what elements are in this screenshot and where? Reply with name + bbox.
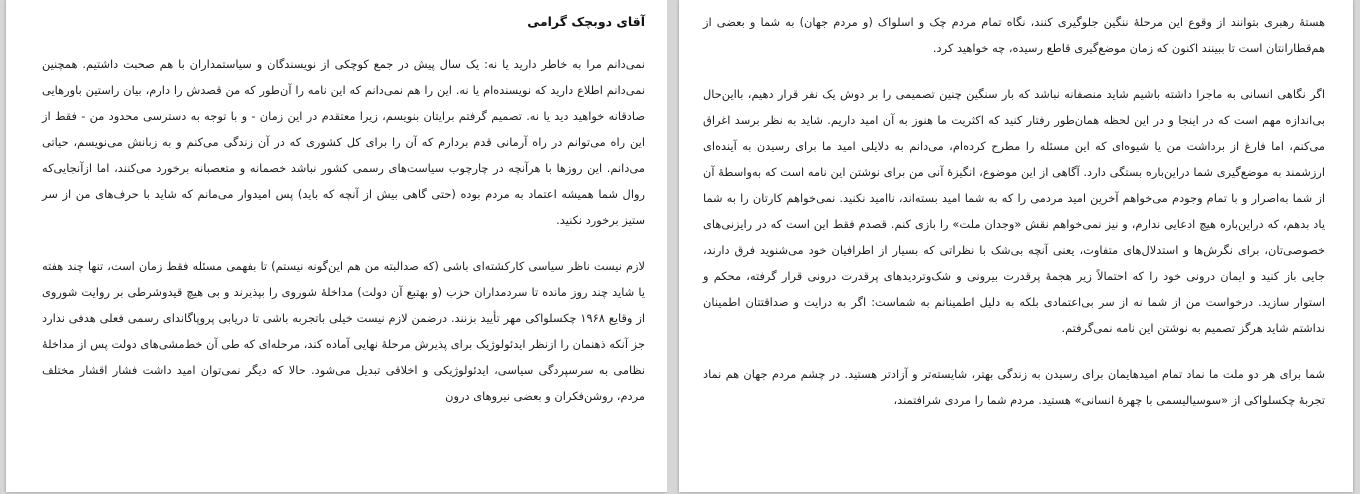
left-paragraph-1: نمی‌دانم مرا به خاطر دارید یا نه: یک سال پیش در جمع کوچکی از نویسندگان و سیاستمداران با هم صحبت داشتیم. همچنین نمی‌دانم اطلاع دارید که نویسنده‌ام یا نه. این را هم نمی‌دانم که این نامه را آن‌طور که من قصدش را دارم، بیان راستین باورهایی صادقانه خواهید دید یا نه. تصمیم گرفتم برایتان بنویسم، زیرا معتقدم در این زمان - و با توجه به دسترسی محدود من - فقط از این راه می‌توانم در راه آرمانی قدم بردارم که آن را برای کل کشوری که در آن زندگی می‌کنم و به زبانش می‌نویسم، حیاتی می‌دانم. این روزها با هرآنچه در چارچوب سیاست‌های رسمی کشور نباشد خصمانه و متعصبانه برخورد می‌کنند، اما ازآنجایی‌که روال شما همیشه اعتماد به مردم بوده (حتی گاهی بیش از آنچه که باید) پس امیدوار می‌مانم که شاید با حرف‌های من از سر ستیز برخورد نکنید.: [42, 57, 645, 227]
right-page: [679, 0, 1353, 492]
right-paragraph-1: هستهٔ رهبری بتوانند از وقوع این مرحلهٔ ننگین جلوگیری کنند، نگاه تمام مردم چک و اسلواک (و مردم جهان) به شما و بعضی از هم‌قطارانتان است تا ببینند اکنون که زمان موضع‌گیری قاطع رسیده، چه خواهید کرد.: [703, 15, 1325, 55]
left-page: [6, 0, 667, 492]
left-page-body: [42, 9, 645, 409]
right-paragraph-3: شما برای هر دو ملت ما نماد تمام امیدهایمان برای رسیدن به زندگی بهتر، شایسته‌تر و آزادتر هستید. در چشم مردم جهان هم نماد تجربهٔ چکسلواکی از «سوسیالیسمی با چهرهٔ انسانی» هستید. مردم شما را مردی شرافتمند،: [703, 367, 1325, 407]
left-paragraph-2: لازم نیست ناظر سیاسی کارکشته‌ای باشی (که صدالبته من هم این‌گونه نیستم) تا بفهمی مسئله فقط زمان است، تنها چند هفته یا شاید چند روز مانده تا سردمداران حزب (و بهتبع آن دولت) مداخلهٔ شوروی را بپذیرند و بی هیچ قیدوشرطی بر روایت شوروی از وقایع ۱۹۶۸ چکسلواکی مهر تأیید بزنند. درضمن لازم نیست خیلی باتجربه باشی تا دریابی پروپاگاندای رسمی فعلی هدفی ندارد جز آنکه ذهنمان را ازنظر ایدئولوژیک برای پذیرش مرحلهٔ نهایی آماده کند، مرحله‌ای که طی آن خط‌مشی‌های دولت پس از مداخلهٔ نظامی به سرسپردگی سیاسی، ایدئولوژیکی و اخلاقی تبدیل می‌شود. حالا که دیگر نمی‌توان امید داشت فشار اقشار مختلف مردم، روشن‌فکران و بعضی نیروهای درون: [42, 259, 646, 403]
letter-salutation: آقای دوبچک گرامی: [527, 14, 645, 29]
right-page-body: [703, 9, 1325, 413]
page-gutter: [667, 0, 679, 494]
right-paragraph-2: اگر نگاهی انسانی به ماجرا داشته باشیم شاید منصفانه نباشد که بار سنگین چنین تصمیمی را بر دوش یک نفر قرار دهیم، بااین‌حال بی‌اندازه مهم است که در اینجا و در این لحظه همان‌طور رفتار کنید که اکثریت ما هنوز به آن امید داریم. شاید به نظر برسد اغراق می‌کنم، اما فارغ از برداشت من یا شیوه‌ای که این مسئله را مطرح کرده‌ام، می‌دانم به دلایلی امید ما برای رسیدن به آینده‌ای ارزشمند به موضع‌گیری شما دراین‌باره بستگی دارد. آگاهی از این موضوع، انگیزهٔ آنی من برای نوشتن این نامه است که به‌واسطهٔ آن از شما به‌اصرار و با تمام وجودم می‌خواهم آخرین امید مردمی را که به شما امید بسته‌اند، ناامید نکنید. نمی‌خواهم کارتان را به شما یاد بدهم، که دراین‌باره هیچ ادعایی ندارم، و نیز نمی‌خواهم نقش «وجدان ملت» را بازی کنم. قصدم فقط این است که در رایزنی‌های خصوصی‌تان، برای نگرش‌ها و استدلال‌های متفاوت، یعنی آنچه بی‌شک با نظراتی که بسیار از اطرافیان خود می‌شنوید فرق دارند، جایی باز کنید و ایمان درونی خود را که احتمالاً زیر هجمهٔ پرقدرت بیرونی و شک‌وتردیدهای پرقدرت درونی قرار گرفته، محکم و استوار سازید. درخواست من از شما نه از سر بی‌اعتمادی بلکه به دلیل اطمینانم به شماست: اگر به درایت و صداقتتان اطمینان نداشتم شاید هرگز تصمیم به نوشتن این نامه نمی‌گرفتم.: [703, 87, 1325, 335]
